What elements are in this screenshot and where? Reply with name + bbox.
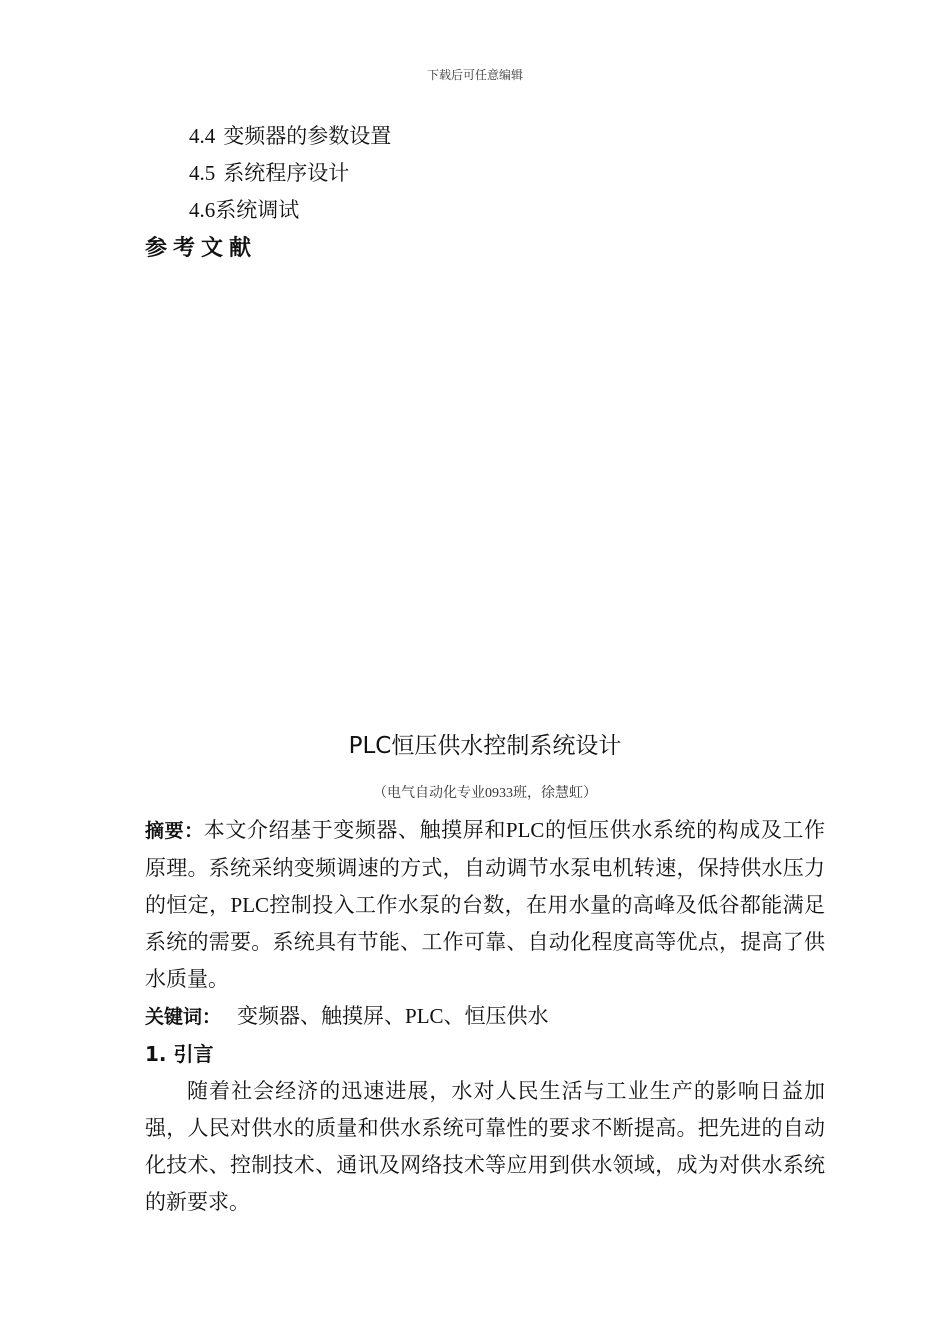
table-of-contents: [145, 118, 825, 269]
toc-item-number: 4.4: [189, 124, 216, 148]
abstract-text: 本文介绍基于变频器、触摸屏和PLC的恒压供水系统的构成及工作原理。系统采纳变频调速的方式，自动调节水泵电机转速，保持供水压力的恒定，PLC控制投入工作水泵的台数，在用水量的高峰及低谷都能满足系统的需要。系统具有节能、工作可靠、自动化程度高等优点，提高了供水质量。: [145, 818, 825, 991]
toc-item-text: 系统程序设计: [223, 161, 350, 185]
toc-item: [189, 155, 825, 192]
header-note: 下载后可任意编辑: [426, 68, 523, 82]
keywords-label: 关键词：: [145, 1006, 222, 1028]
abstract-paragraph: [145, 812, 825, 998]
abstract-label: 摘要：: [145, 820, 204, 842]
toc-item-number: 4.5: [189, 161, 216, 185]
article-title: PLC恒压供水控制系统设计: [348, 733, 622, 759]
article-author: （电气自动化专业0933班，徐慧虹）: [373, 786, 597, 801]
article: [145, 726, 825, 1221]
toc-item: [189, 192, 825, 229]
toc-item: [189, 118, 825, 155]
toc-item-text: 变频器的参数设置: [223, 124, 392, 148]
keywords-text: 变频器、触摸屏、PLC、恒压供水: [237, 1004, 549, 1028]
toc-references: 参考文献: [145, 236, 258, 261]
keywords-paragraph: [145, 998, 825, 1036]
section-heading: 1. 引言: [145, 1042, 214, 1066]
toc-item-text: 系统调试: [215, 198, 300, 222]
section-paragraph: 随着社会经济的迅速进展，水对人民生活与工业生产的影响日益加强，人民对供水的质量和供水系统可靠性的要求不断提高。把先进的自动化技术、控制技术、通讯及网络技术等应用到供水领域，成为对供水系统的新要求。: [145, 1079, 825, 1214]
toc-item-number: 4.6: [189, 198, 216, 222]
